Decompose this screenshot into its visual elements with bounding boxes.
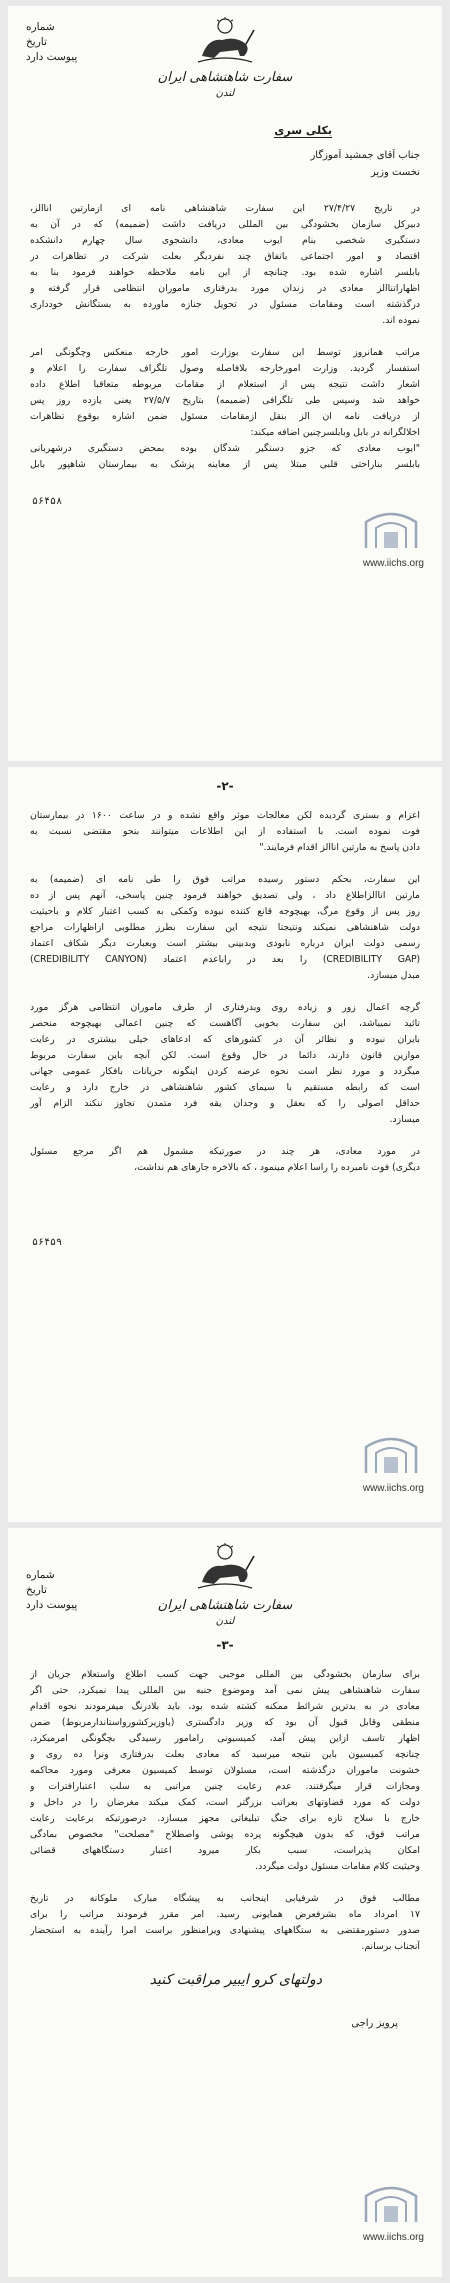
lion-and-sun-emblem-icon bbox=[190, 16, 260, 66]
body-line: آنجناب برسانم. bbox=[361, 1941, 420, 1952]
body-line: در مورد معادی، هر چند در صورتیکه مشمول هم اگر مرجع مسئول bbox=[30, 1146, 420, 1157]
signer-name: پرویز راجی bbox=[351, 2018, 398, 2029]
body-line: مراتب فوق، که بدون هیچگونه پرده پوشی واصطلاح "مصلحت" مخصوص بمادگی bbox=[30, 1829, 420, 1840]
body-line: ۱۷ امرداد ماه بشرفعرض همایونی رسید. امر مقرر فرمودند مراتب را برای bbox=[30, 1909, 420, 1920]
body-line: موازین قانون دارند، دائما در حال وقوع است. لکن آنچه باین سفارت مربوط bbox=[30, 1050, 420, 1061]
body-line: سفارت شاهنشاهی پیش نمی آمد وموضوع جنبه بین المللی پیدا نمیکرد. حتی اگر bbox=[30, 1685, 420, 1696]
body-line: امکان پذیراست، سبب بکار میرود اعتبار دستگاههای قضائی bbox=[30, 1845, 420, 1856]
body-line: رسمی دولت ایران درباره نابودی وبدبینی بیشتر است وبعبارت دیگر شکاف اعتماد bbox=[30, 938, 420, 949]
body-line: درگذشته است ومقامات مسئول در تحویل جنازه ماورده به بستگانش خودداری bbox=[30, 299, 420, 310]
iichs-watermark-icon bbox=[362, 2178, 420, 2226]
body-line: خارج با سلاح تازه برای جنگ تبلیغاتی مجهز میسازد. درصورتیکه برعایت رعایت bbox=[30, 1813, 420, 1824]
meta-attachment: پیوست دارد bbox=[26, 1599, 78, 1611]
body-line: منطقی وقابل قبول آن بود که وزیر دادگستری (یاوزیرکشورواستاندارمربوط) ضمن bbox=[30, 1717, 420, 1728]
body-line: اشعار داشت نتیجه پس از استعلام از مقامات مربوطه متعاقبا اطلاع داده bbox=[30, 379, 420, 390]
meta-number: شماره bbox=[26, 21, 55, 33]
body-line: دادن پاسخ به مارتین اناالز اقدام فرمایند." bbox=[259, 842, 420, 853]
embassy-name: سفارت شاهنشاهی ایران bbox=[157, 70, 293, 85]
body-line: حداقل اصولی را که بعقل و وجدان یقه فرد متمدن تجاوز ننکند الزام آور bbox=[30, 1098, 420, 1109]
body-line: مبدل میسازد. bbox=[367, 970, 420, 981]
body-line: نموده اند. bbox=[382, 315, 420, 326]
body-line: از دریافت نامه ان الز بنقل ازمقامات مسئول ضمن اشاره بوقوع تظاهرات bbox=[30, 411, 420, 422]
body-line: گرچه اعمال زور و زیاده روی وبدرفتاری از طرف ماموران انتظامی هرگز مورد bbox=[30, 1002, 420, 1013]
body-line: در تاریخ ۲۷/۴/۲۷ این سفارت شاهنشاهی نامه ای ازمارتین اناالز، bbox=[30, 203, 420, 214]
body-line: اظهاراتناالز معادی در زندان مورد بدرفتاری ماموران انتظامی قرار گرفته و bbox=[30, 283, 420, 294]
body-line: این سفارت، بحکم دستور رسیده مراتب فوق را طی نامه ای (ضمیمه) به bbox=[30, 874, 420, 885]
body-line: صدور دستورمقتضی به ستگاههای پیشنهادی ویرامنظور براست امرا رآینده به استحضار bbox=[30, 1925, 420, 1936]
body-line: بایران نبوده و نظائر آن در کشورهای که ادعاهای خیلی بیشتری در رعایت bbox=[30, 1034, 420, 1045]
meta-date: تاریخ bbox=[26, 36, 47, 48]
classification-stamp: بکلی سری bbox=[274, 124, 332, 137]
page-number: -۳- bbox=[216, 1638, 234, 1652]
letter-meta bbox=[26, 20, 116, 65]
body-line: چنانچه کمیسیون باین نتیجه میرسید که معادی بعلت بدرفتاری ونرا ده روی و bbox=[30, 1749, 420, 1760]
body-line: استفسار گردید. وزارت امورخارجه بلافاصله وصول تلگراف سفارت را اعلام و bbox=[30, 363, 420, 374]
embassy-name: سفارت شاهنشاهی ایران bbox=[157, 1598, 293, 1613]
body-line: تائید نمیباشد، این سفارت بخوبی آگاهست که چنین اعمالی بهیچوجه منحصر bbox=[30, 1018, 420, 1029]
iichs-watermark-icon bbox=[362, 504, 420, 552]
recipient-title: نخست وزیر bbox=[370, 167, 420, 178]
watermark-url: www.iichs.org bbox=[362, 558, 424, 569]
body-line: اعزام و بستری گردیده لکن معالجات موثر واقع نشده و در ساعت ۱۶۰۰ در بیمارستان bbox=[30, 810, 420, 821]
document-page-3 bbox=[8, 1528, 442, 2277]
body-line: میسازد. bbox=[389, 1114, 420, 1125]
iichs-watermark-icon bbox=[362, 1429, 420, 1477]
body-line: وحیثیت کلام مقامات مسئول دولت میگردد. bbox=[255, 1861, 420, 1872]
body-line: دیگری) فوت نامبرده را راسا اعلام مینمود ، که بالاخره جارهای هم نداشت، bbox=[134, 1162, 420, 1173]
body-line: میگردد و مورد نظر است نحوه عرضه کردن اینگونه جریانات بافکار عمومی جهانی bbox=[30, 1066, 420, 1077]
meta-attachment: پیوست دارد bbox=[26, 51, 78, 63]
recipient-name: جناب آقای جمشید آموزگار bbox=[310, 150, 420, 161]
body-line: خواهد شد وسپس طی تلگرافی (ضمیمه) بتاریخ ۲۷/۵/۷ یعنی یازده روز پس bbox=[30, 395, 420, 406]
handwritten-closing: دولتهای کرو ایبیر مراقبت کنید bbox=[149, 1972, 322, 1988]
body-line: مارتین اناالزاطلاع داد ، ولی تصدیق خواهند فرمود چنین پاسخی، آنهم پس از ده bbox=[30, 890, 420, 901]
body-line: روز پس از وقوع مرگ، بهیچوجه قانع کننده نبوده وکمکی به کسب اعتبار کلام و باحیثیت bbox=[30, 906, 420, 917]
body-line: دستگیری شخصی بنام ایوب معادی، دانشجوی سال چهارم دانشکده bbox=[30, 235, 420, 246]
document-page-2 bbox=[8, 767, 442, 1522]
body-line: اخلالگرانه در بابل وبابلسرچنین اضافه میکند: bbox=[250, 427, 420, 438]
embassy-city: لندن bbox=[215, 88, 235, 99]
body-line: بابلسر اشاره شده بود. چنانچه از این نامه ملاحظه خواهند فرمود بنا به bbox=[30, 267, 420, 278]
document-number: ۵۶۴۵۸ bbox=[32, 496, 63, 507]
body-line: ومجازات قرار میگرفتند. عدم رعایت چنین مراتبی به سلب اعتبارافترات و bbox=[30, 1781, 420, 1792]
page-number: -۲- bbox=[216, 779, 234, 793]
embassy-city: لندن bbox=[215, 1616, 235, 1627]
body-line: "ایوب معادی که جزو دستگیر شدگان بوده بمحض دستگیری درشهربانی bbox=[30, 443, 420, 454]
body-line: اظهار تاسف ازاین پیش آمد، کمیسیونی رامامور رسیدگی بچگونگی امرمیکرد. bbox=[30, 1733, 420, 1744]
body-line: است که رابطه مستقیم با سیمای کشور شاهنشاهی در خارج دارد و رعایت bbox=[30, 1082, 420, 1093]
body-line: خشونت ماموران درگذشته است، مسئولان توسط کمیسیون معرفی ومورد محاکمه bbox=[30, 1765, 420, 1776]
watermark-url: www.iichs.org bbox=[362, 1483, 424, 1494]
body-line: بابلسر بناراحتی قلبی مبتلا پس از معاینه پزشک به بیمارستان شاهپور بابل bbox=[30, 459, 420, 470]
lion-and-sun-emblem-icon bbox=[190, 1542, 260, 1592]
body-line: دولت که مورد قضاوتهای بعراتب بزرگتر است، کمک میکند مغرضان را در داخل و bbox=[30, 1797, 420, 1808]
letter-meta bbox=[26, 1568, 116, 1613]
body-line: فوت نموده است. با استفاده از این اطلاعات میتوانند بنحو مقتضی نسبت به bbox=[30, 826, 420, 837]
meta-number: شماره bbox=[26, 1569, 55, 1581]
body-line: برای سازمان بخشودگی بین المللی موجبی جهت کسب اطلاع واستعلام جریان از bbox=[30, 1669, 420, 1680]
body-line: مطالب فوق در شرفیابی اینجانب به پیشگاه مبارک ملوکانه در تاریخ bbox=[30, 1893, 420, 1904]
document-page-1 bbox=[8, 6, 442, 761]
body-line: معادی در به بدترین شرائط ممکنه کشته شده بود، باید بلادرنگ میفرمودند نحوه اقدام bbox=[30, 1701, 420, 1712]
watermark-url: www.iichs.org bbox=[362, 2232, 424, 2243]
body-line: مراتب همانروز توسط این سفارت بوزارت امور خارجه منعکس وچگونگی امر bbox=[30, 347, 420, 358]
body-line: دولت شاهنشاهی نمیکند ونتیجتا نتیجه این سفارت بطرز مطلوبی ازاظهارات مراجع bbox=[30, 922, 420, 933]
body-line: (CREDIBILITY GAP) را بعد در راباعدم اعتماد (CREDIBILITY CANYON) bbox=[30, 954, 420, 965]
document-number: ۵۶۴۵۹ bbox=[32, 1237, 63, 1248]
body-line: اقتصاد و امور اجتماعی باتفاق چند نفردیگر بعلت شرکت در تظاهرات در bbox=[30, 251, 420, 262]
body-line: دبیرکل سازمان بخشودگی بین المللی دریافت داشت (ضمیمه) که در آن به bbox=[30, 219, 420, 230]
meta-date: تاریخ bbox=[26, 1584, 47, 1596]
